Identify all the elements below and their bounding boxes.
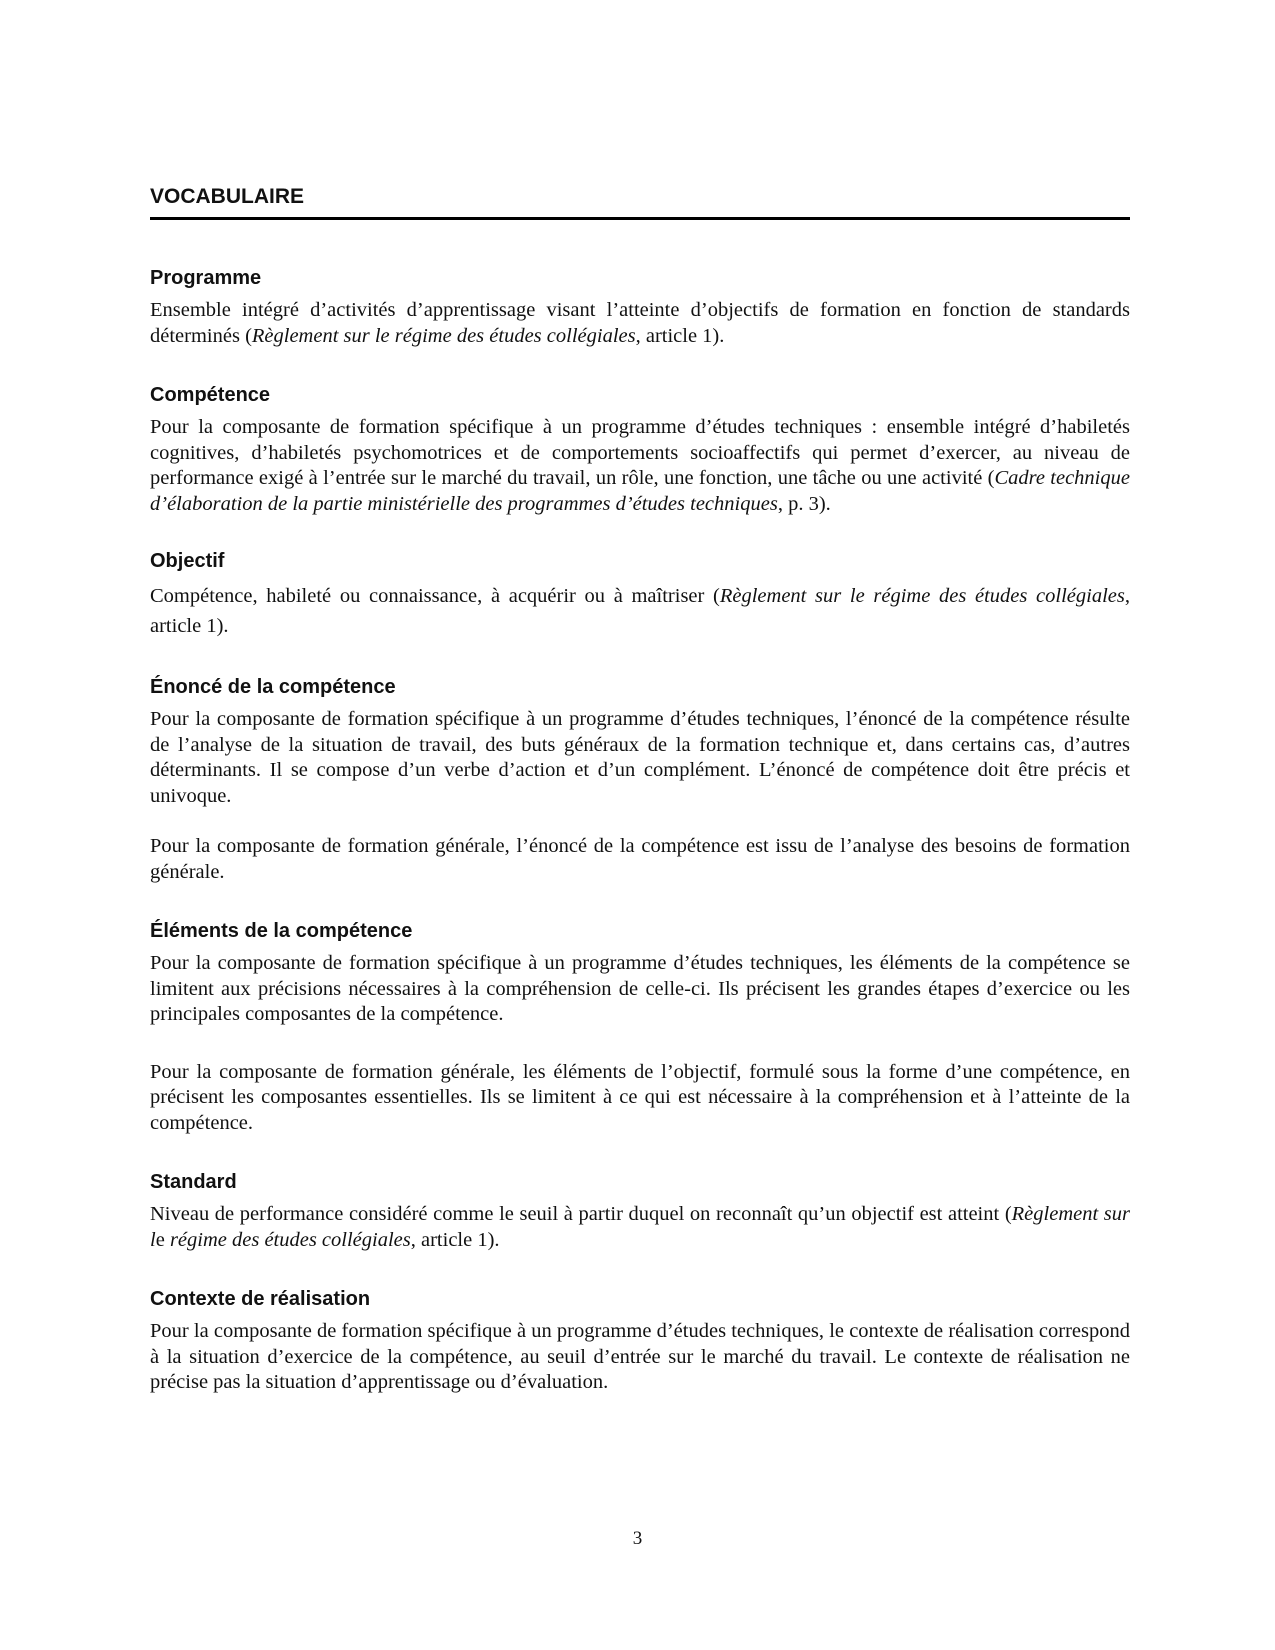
term-definition [150, 415, 1130, 517]
definition-citation: Règlement sur le régime des études collégiales [719, 585, 1125, 607]
definition-text: Pour la composante de formation spécifique à un programme d’études techniques : ensemble intégré d’habiletés cognitives, d’habiletés psychomotrices et de comportements socioaffectifs qui permet d’exercer, au niveau de performance exigé à l’entrée sur le marché du travail, un rôle, une fonction, une tâche ou une activité ( [150, 416, 1130, 489]
definition-citation: Cadre technique d’élaboration de la partie ministérielle des programmes d’études techniques [150, 467, 1130, 515]
definition-text-end: , article 1). [410, 1228, 500, 1251]
entry-programme [150, 266, 1130, 349]
entry-elements-competence [150, 919, 1130, 1136]
page-content [150, 185, 1130, 1396]
definition-text-end: , article 1). [635, 324, 725, 347]
entry-enonce-competence [150, 675, 1130, 885]
term-definition: Pour la composante de formation spécifique à un programme d’études techniques, l’énoncé de la compétence résulte de l’analyse de la situation de travail, des buts généraux de la formation technique et, dans certains cas, d’autres déterminants. Il se compose d’un verbe d’action et d’un complément. L’énoncé de compétence doit être précis et univoque. [150, 708, 1130, 807]
term-heading: Compétence [150, 384, 271, 406]
term-definition [150, 298, 1130, 349]
page-number: 3 [632, 1528, 643, 1549]
term-heading: Objectif [150, 550, 225, 572]
term-definition [150, 581, 1130, 641]
entry-objectif [150, 549, 1130, 641]
term-heading: Standard [150, 1171, 237, 1193]
entry-standard [150, 1170, 1130, 1253]
term-heading: Contexte de réalisation [150, 1288, 371, 1310]
term-definition-second: Pour la composante de formation générale, les éléments de l’objectif, formulé sous la forme d’une compétence, en précisent les composantes essentielles. Ils se limitent à ce qui est nécessaire à la compréhension et à l’atteinte de la compétence. [150, 1060, 1130, 1134]
definition-text-end: , article 1). [150, 585, 1130, 637]
term-definition-second: Pour la composante de formation générale, l’énoncé de la compétence est issu de l’analyse des besoins de formation générale. [150, 835, 1130, 883]
entry-competence [150, 383, 1130, 517]
term-definition: Pour la composante de formation spécifique à un programme d’études techniques, le contexte de réalisation correspond à la situation d’exercice de la compétence, au seuil d’entrée sur le marché du travail. Le contexte de réalisation ne précise pas la situation d’apprentissage ou d’évaluation. [150, 1320, 1130, 1393]
definition-text: Niveau de performance considéré comme le seuil à partir duquel on reconnaît qu’un objectif est atteint ( [150, 1203, 1012, 1225]
definition-text-mid: e [155, 1228, 170, 1251]
term-heading: Programme [150, 267, 262, 289]
term-definition [150, 1202, 1130, 1253]
definition-citation: Règlement sur le régime des études collégiales [251, 324, 636, 347]
definition-citation: Règlement sur l [150, 1203, 1130, 1251]
term-heading: Éléments de la compétence [150, 920, 413, 942]
definition-citation-cont: régime des études collégiales [169, 1228, 411, 1251]
definition-text-end: , p. 3). [777, 492, 831, 515]
term-heading: Énoncé de la compétence [150, 676, 396, 698]
definition-text: Compétence, habileté ou connaissance, à acquérir ou à maîtriser ( [150, 585, 720, 607]
entry-contexte-realisation [150, 1287, 1130, 1396]
definition-text: Ensemble intégré d’activités d’apprentissage visant l’atteinte d’objectifs de formation en fonction de standards déterminés ( [150, 299, 1130, 347]
term-definition: Pour la composante de formation spécifique à un programme d’études techniques, les éléments de la compétence se limitent aux précisions nécessaires à la compréhension de celle-ci. Ils précisent les grandes étapes d’exercice ou les principales composantes de la compétence. [150, 952, 1130, 1025]
section-title: VOCABULAIRE [150, 185, 1130, 220]
